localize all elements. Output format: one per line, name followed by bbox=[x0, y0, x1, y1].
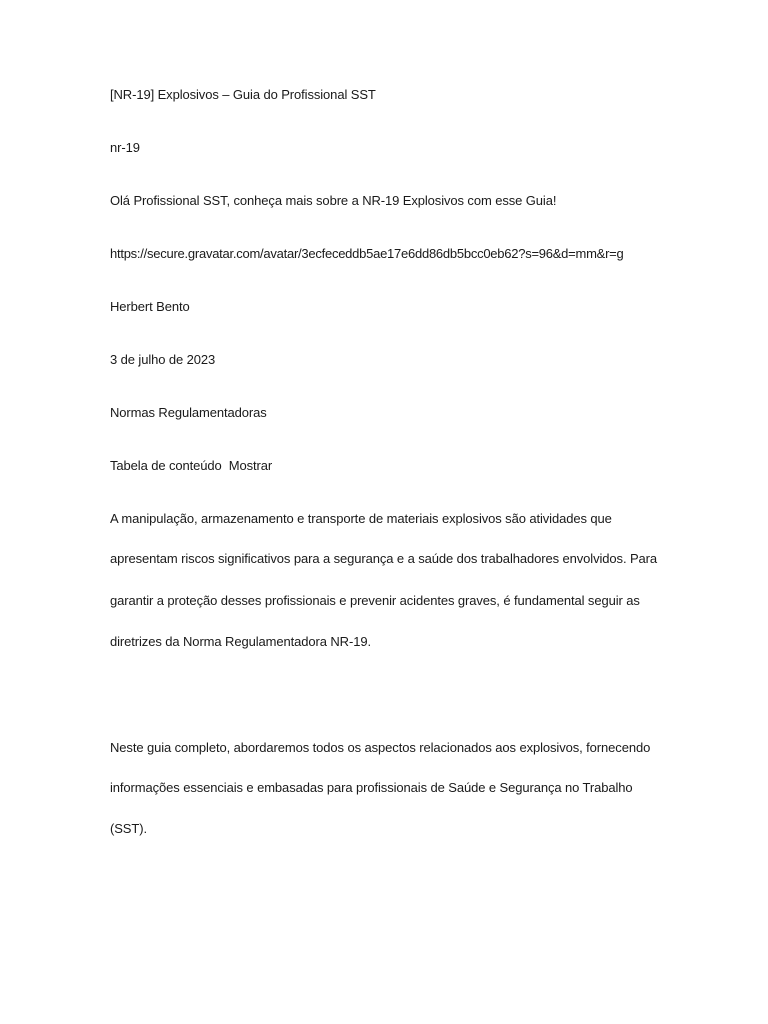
paragraph-1-line-3: garantir a proteção desses profissionais e prevenir acidentes graves, é fundamental seguir as bbox=[110, 593, 640, 608]
paragraph-2-line-1: Neste guia completo, abordaremos todos os aspectos relacionados aos explosivos, fornecendo bbox=[110, 740, 651, 755]
paragraph-1-line-2: apresentam riscos significativos para a segurança e a saúde dos trabalhadores envolvidos. Para bbox=[110, 551, 658, 566]
page-title: [NR-19] Explosivos – Guia do Profissional SST bbox=[110, 87, 376, 102]
paragraph-2-line-2: informações essenciais e embasadas para profissionais de Saúde e Segurança no Trabalho bbox=[110, 780, 633, 795]
paragraph-2-line-3: (SST). bbox=[110, 821, 147, 836]
intro-text: Olá Profissional SST, conheça mais sobre a NR-19 Explosivos com esse Guia! bbox=[110, 193, 557, 208]
category-label: Normas Regulamentadoras bbox=[110, 405, 267, 420]
tag-label: nr-19 bbox=[110, 140, 140, 155]
toc-label: Tabela de conteúdo bbox=[110, 458, 222, 473]
author-name: Herbert Bento bbox=[110, 299, 190, 314]
toc-toggle-button[interactable]: Mostrar bbox=[228, 458, 273, 473]
publish-date: 3 de julho de 2023 bbox=[110, 352, 216, 367]
avatar-url[interactable]: https://secure.gravatar.com/avatar/3ecfeceddb5ae17e6dd86db5bcc0eb62?s=96&d=mm&r=g bbox=[110, 246, 624, 261]
paragraph-1-line-1: A manipulação, armazenamento e transporte de materiais explosivos são atividades que bbox=[110, 511, 612, 526]
paragraph-1-line-4: diretrizes da Norma Regulamentadora NR-19. bbox=[110, 634, 371, 649]
table-of-contents bbox=[110, 458, 272, 474]
